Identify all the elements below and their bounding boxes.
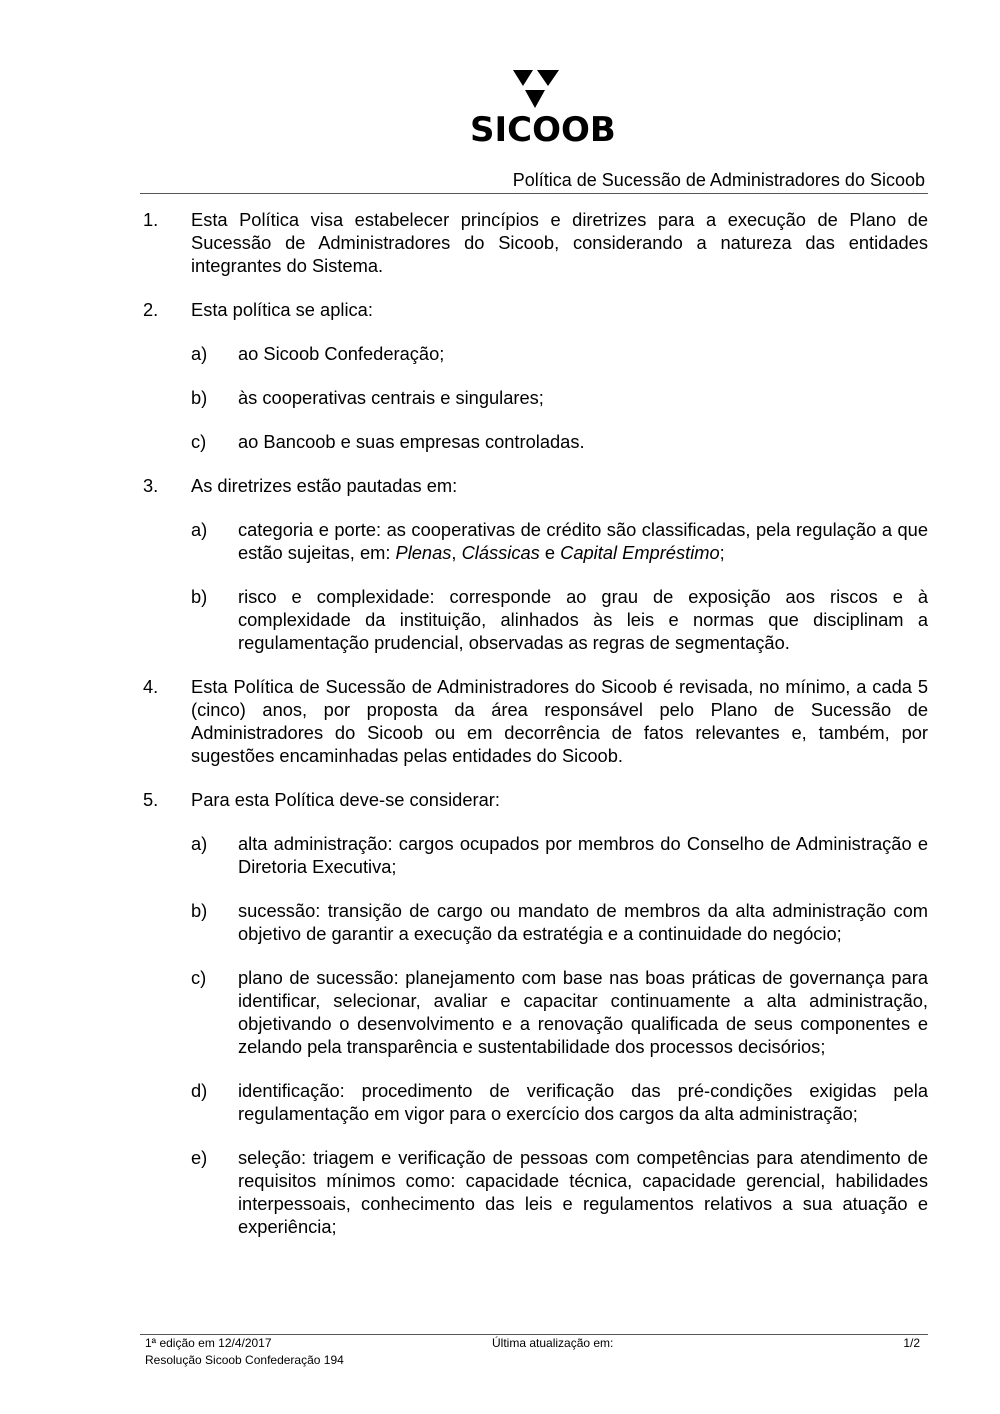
document-body xyxy=(143,208,928,1259)
logo-triangle-icon xyxy=(513,70,563,112)
footer-divider xyxy=(140,1334,928,1335)
sub-letter: b) xyxy=(191,387,208,408)
sub-item xyxy=(191,342,928,365)
item-text: Para esta Política deve-se considerar: xyxy=(191,789,500,810)
sub-letter: b) xyxy=(191,900,208,921)
sub-letter: a) xyxy=(191,519,208,540)
sub-item xyxy=(191,1146,928,1238)
sub-item xyxy=(191,518,928,564)
sub-letter: a) xyxy=(191,833,208,854)
list-item xyxy=(143,675,928,767)
sicoob-logo xyxy=(470,70,616,150)
item-text: Esta Política visa estabelecer princípios e diretrizes para a execução de Plano de Sucessão de Administradores do Sicoob, considerando a natureza das entidades integrantes do Sistema. xyxy=(191,209,928,276)
footer-edition: 1ª edição em 12/4/2017 xyxy=(145,1336,272,1350)
sub-text: ao Sicoob Confederação; xyxy=(238,343,445,364)
sub-item xyxy=(191,386,928,409)
sub-item xyxy=(191,832,928,878)
italic-term: Clássicas xyxy=(461,542,540,563)
sub-text: seleção: triagem e verificação de pessoas com competências para atendimento de requisitos mínimos como: capacidade técnica, capacidade gerencial, habilidades interpessoais, conhecimento das leis e regulamentos relativos a sua atuação e experiência; xyxy=(238,1147,928,1237)
item-text: Esta política se aplica: xyxy=(191,299,373,320)
item-number: 2. xyxy=(143,299,159,320)
item-number: 1. xyxy=(143,209,159,230)
sub-letter: e) xyxy=(191,1147,208,1168)
sub-text: plano de sucessão: planejamento com base nas boas práticas de governança para identificar, selecionar, avaliar e capacitar continuamente a alta administração, objetivando o desenvolvimento e a renovação qualificada de seus componentes e zelando pela transparência e sustentabilidade dos processos decisórios; xyxy=(238,967,928,1057)
header-divider xyxy=(140,193,928,194)
footer-last-updated: Última atualização em: xyxy=(492,1336,614,1350)
sub-text: às cooperativas centrais e singulares; xyxy=(238,387,544,408)
sub-letter: c) xyxy=(191,967,207,988)
text-segment: , xyxy=(451,542,462,563)
list-item xyxy=(143,298,928,321)
item-text: Esta Política de Sucessão de Administradores do Sicoob é revisada, no mínimo, a cada 5 (cinco) anos, por proposta da área responsável pelo Plano de Sucessão de Administradores do Sicoob ou em decorrência de fatos relevantes e, também, por sugestões encaminhadas pelas entidades do Sicoob. xyxy=(191,676,928,766)
list-item xyxy=(143,208,928,277)
sub-letter: b) xyxy=(191,586,208,607)
sub-text: risco e complexidade: corresponde ao grau de exposição aos riscos e à complexidade da instituição, alinhados às leis e normas que disciplinam a regulamentação prudencial, observadas as regras de segmentação. xyxy=(238,586,928,653)
italic-term: Plenas xyxy=(395,542,452,563)
item-text: As diretrizes estão pautadas em: xyxy=(191,475,458,496)
logo-text: SICOOB xyxy=(470,110,616,150)
sub-item xyxy=(191,1079,928,1125)
sub-text: alta administração: cargos ocupados por membros do Conselho de Administração e Diretoria Executiva; xyxy=(238,833,928,877)
sub-text xyxy=(238,518,928,564)
sub-item xyxy=(191,966,928,1058)
sub-letter: a) xyxy=(191,343,208,364)
sub-item xyxy=(191,585,928,654)
italic-term: Capital Empréstimo xyxy=(560,542,720,563)
footer-resolution: Resolução Sicoob Confederação 194 xyxy=(145,1353,344,1367)
sub-text: ao Bancoob e suas empresas controladas. xyxy=(238,431,585,452)
text-segment: ; xyxy=(719,542,725,563)
sub-item xyxy=(191,899,928,945)
document-title: Política de Sucessão de Administradores do Sicoob xyxy=(512,170,925,190)
text-segment: categoria e porte: as cooperativas de crédito são classificadas, pela regulação a que estão sujeitas, em: xyxy=(238,519,928,563)
item-number: 5. xyxy=(143,789,159,810)
sub-letter: d) xyxy=(191,1080,208,1101)
list-item xyxy=(143,474,928,497)
page-number: 1/2 xyxy=(903,1336,920,1350)
sub-text: sucessão: transição de cargo ou mandato de membros da alta administração com objetivo de garantir a execução da estratégia e a continuidade do negócio; xyxy=(238,900,928,944)
sub-letter: c) xyxy=(191,431,207,452)
item-number: 4. xyxy=(143,676,159,697)
sub-text: identificação: procedimento de verificação das pré-condições exigidas pela regulamentação em vigor para o exercício dos cargos da alta administração; xyxy=(238,1080,928,1124)
sub-item xyxy=(191,430,928,453)
list-item xyxy=(143,788,928,811)
text-segment: e xyxy=(539,542,561,563)
item-number: 3. xyxy=(143,475,159,496)
